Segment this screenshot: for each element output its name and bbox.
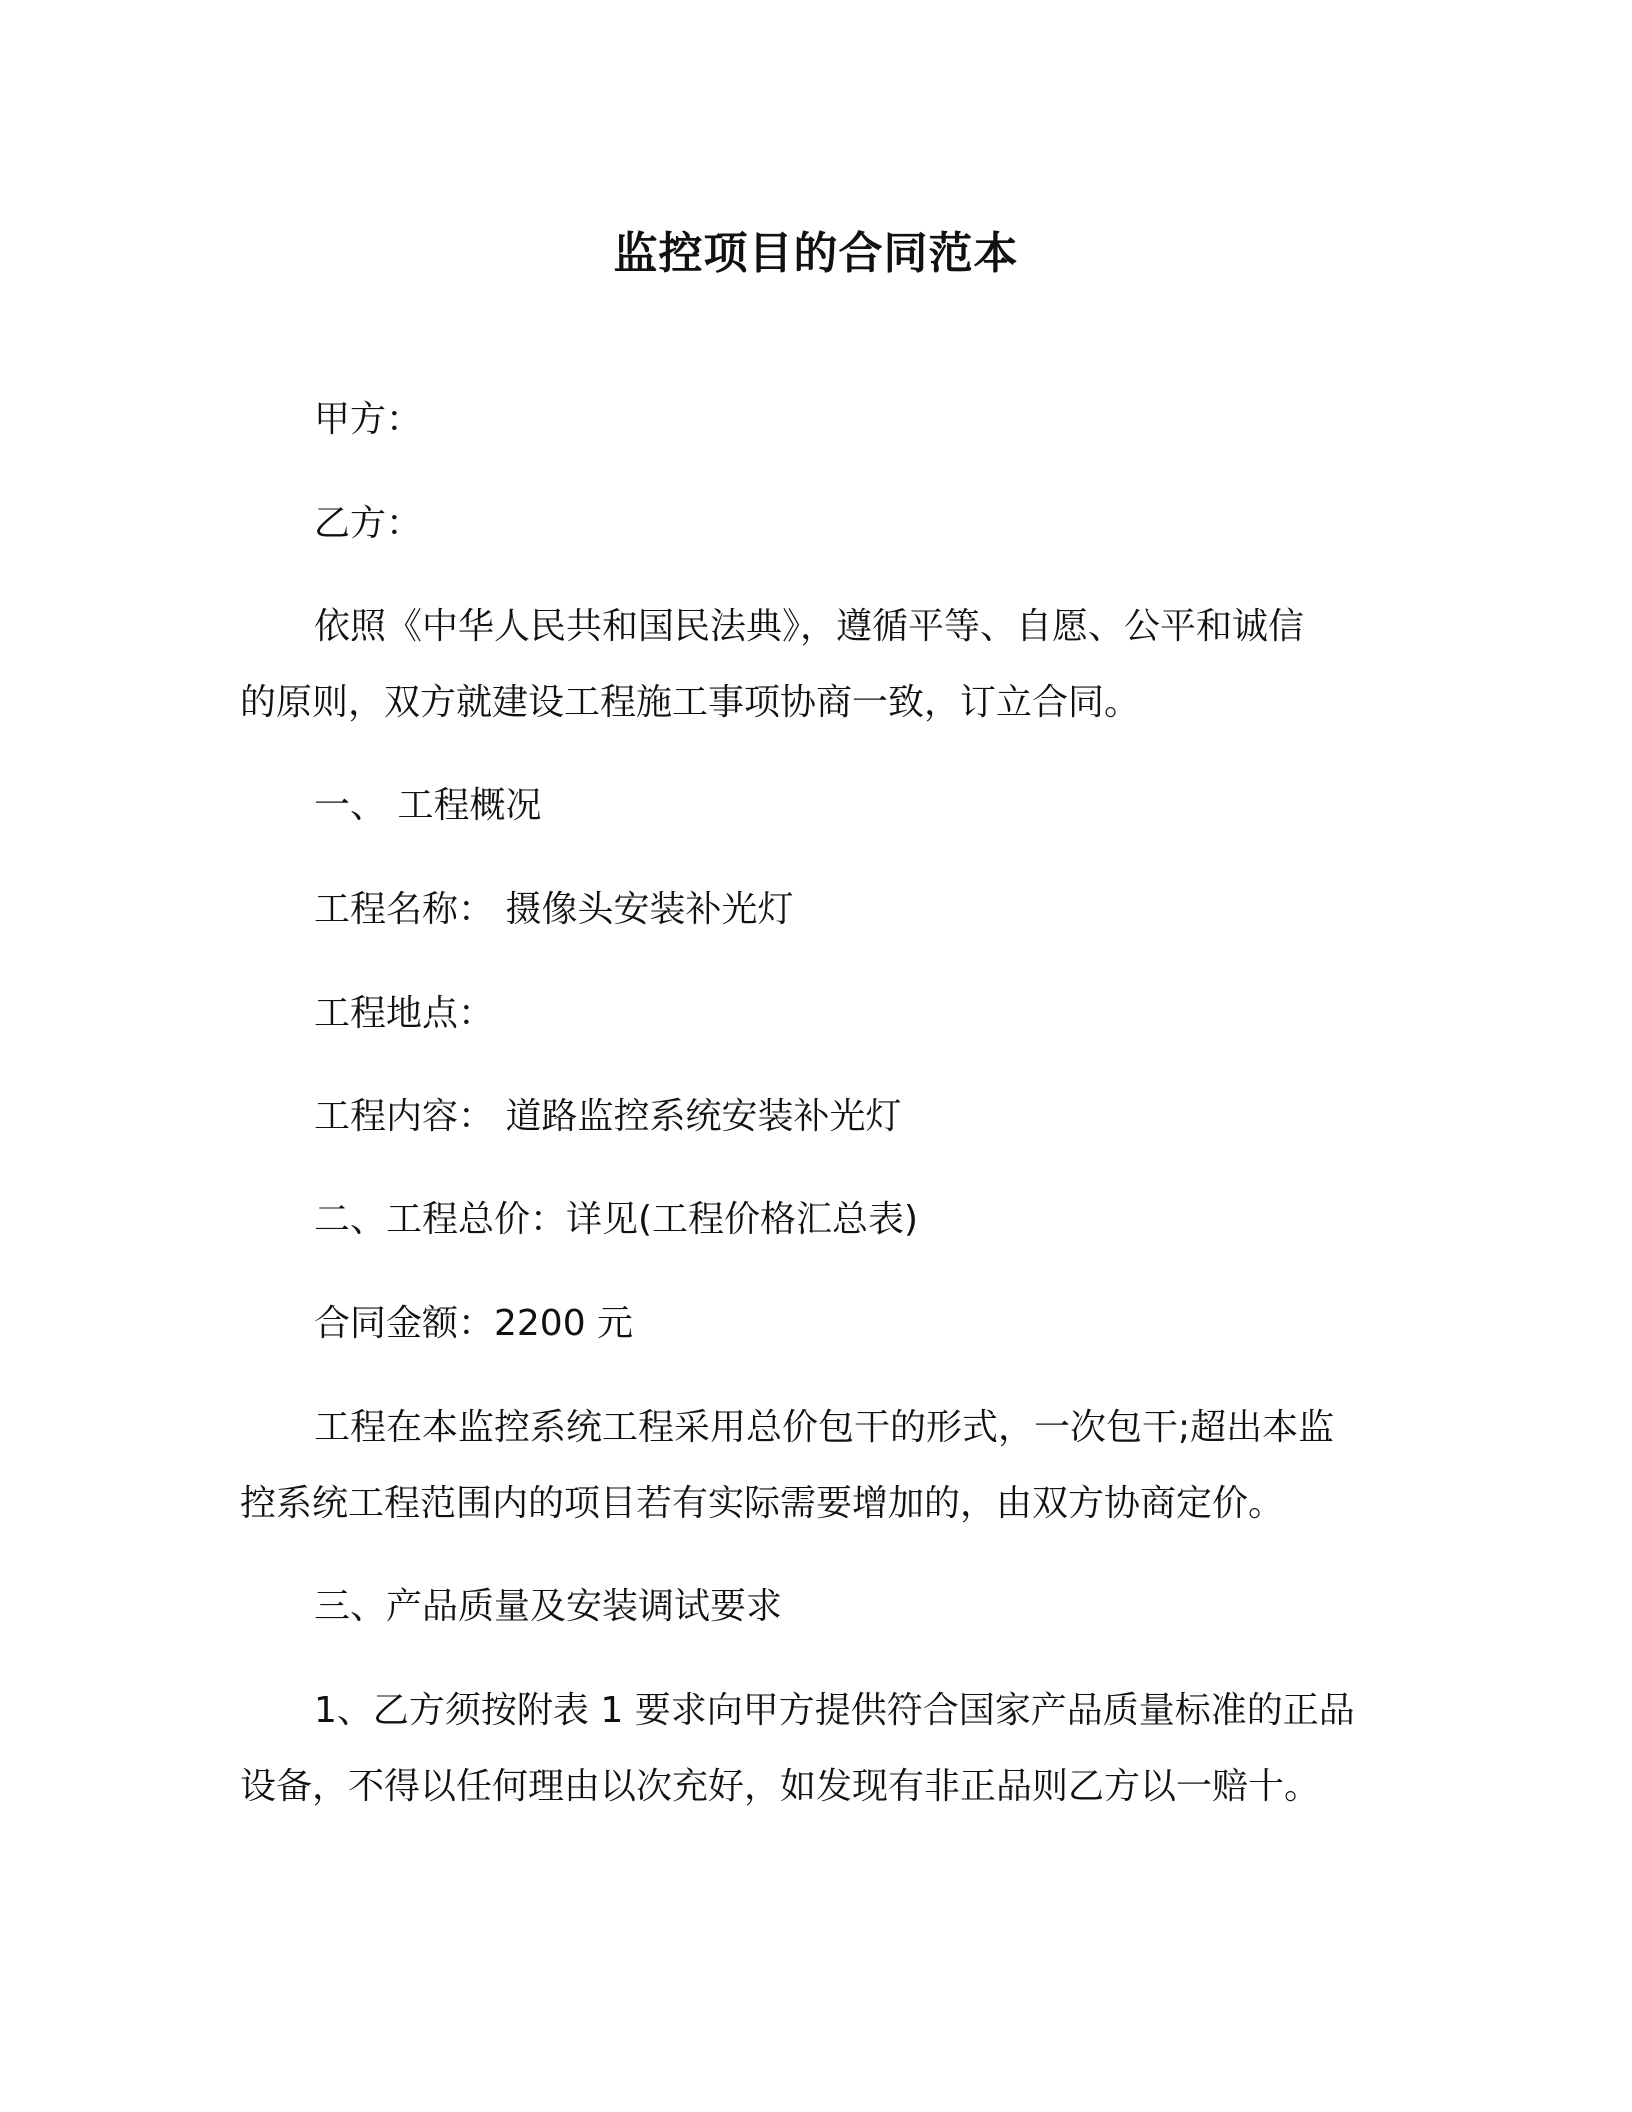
pricing-note-line-2: 控系统工程范围内的项目若有实际需要增加的，由双方协商定价。 [240, 1483, 1285, 1524]
quality-item1-line-2: 设备，不得以任何理由以次充好，如发现有非正品则乙方以一赔十。 [240, 1766, 1321, 1807]
contract-amount-line: 合同金额：2200 元 [314, 1303, 634, 1344]
pricing-note-line-1: 工程在本监控系统工程采用总价包干的形式，一次包干;超出本监 [314, 1407, 1335, 1448]
quality-item1-line-1: 1、乙方须按附表 1 要求向甲方提供符合国家产品质量标准的正品 [314, 1690, 1355, 1731]
party-a-line: 甲方： [314, 399, 423, 440]
intro-line-2: 的原则，双方就建设工程施工事项协商一致，订立合同。 [240, 682, 1141, 723]
project-content-line: 工程内容： 道路监控系统安装补光灯 [314, 1096, 902, 1137]
intro-line-1: 依照《中华人民共和国民法典》，遵循平等、自愿、公平和诚信 [314, 606, 1305, 647]
section3-heading: 三、产品质量及安装调试要求 [314, 1586, 783, 1627]
project-name-line: 工程名称： 摄像头安装补光灯 [314, 889, 794, 930]
project-location-line: 工程地点： [314, 993, 495, 1034]
section1-heading: 一、 工程概况 [314, 785, 542, 826]
document-title: 监控项目的合同范本 [613, 228, 1019, 279]
party-b-line: 乙方： [314, 503, 423, 544]
section2-heading: 二、工程总价：详见(工程价格汇总表) [314, 1199, 919, 1240]
